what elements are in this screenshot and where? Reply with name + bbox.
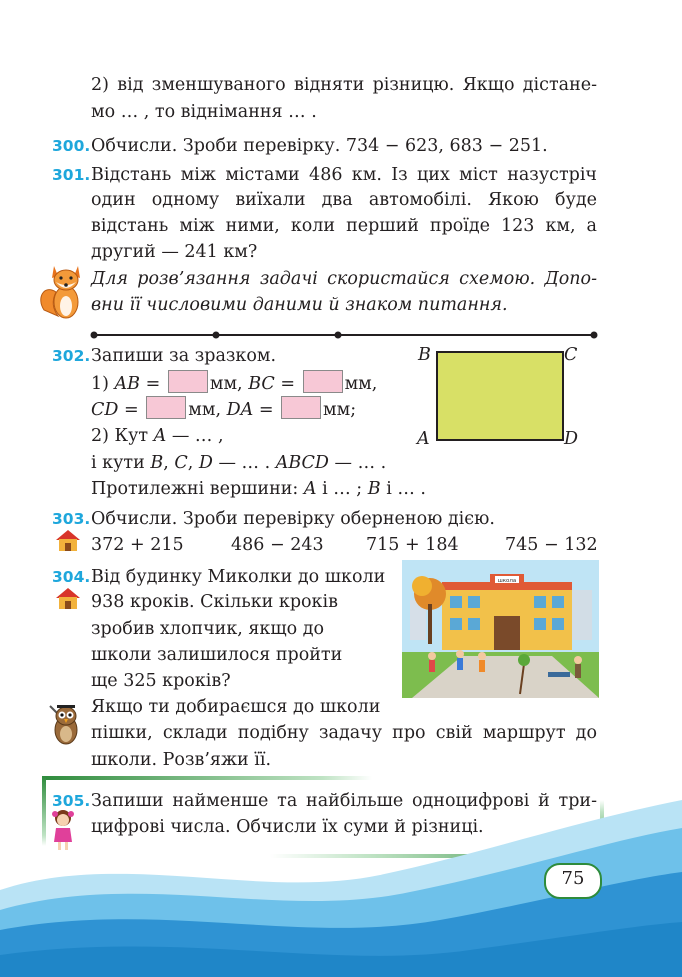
task-301-number: 301.: [52, 166, 91, 184]
rectangle-abcd: [436, 351, 564, 441]
task-300-number: 300.: [52, 137, 91, 155]
task-301-line: один одному виїхали два автомобілі. Якою буде: [91, 190, 597, 210]
task-302-row-1: 1) AB = мм, BC = мм,: [91, 370, 377, 396]
expression: 486 − 243: [231, 535, 324, 555]
task-304-line: 938 кроків. Скільки кроків: [91, 592, 338, 612]
distance-scheme: [88, 328, 600, 342]
house-icon: [54, 586, 82, 610]
task-304-line: школи залишилося пройти: [91, 645, 343, 665]
vertex-label-a: A: [417, 429, 430, 449]
task-304-line: зробив хлопчик, якщо до: [91, 619, 325, 639]
page-number: 75: [561, 868, 585, 889]
task-304-line: школи. Розв’яжи її.: [91, 750, 272, 770]
owl-teacher-icon: [48, 700, 84, 746]
task-303-number: 303.: [52, 510, 91, 528]
school-sign: школа: [497, 578, 517, 584]
task-304-line: ще 325 кроків?: [91, 671, 231, 691]
task-302-row-2: CD = мм, DA = мм;: [91, 396, 356, 422]
task-302-row-3: 2) Кут A — … ,: [91, 426, 224, 446]
answer-box[interactable]: [281, 396, 321, 419]
task-304-line: пішки, склади подібну задачу про свій маршрут до: [91, 723, 597, 743]
task-305-line: Запиши найменше та найбільше одноцифрові й три-: [91, 791, 597, 811]
fox-illustration: [38, 258, 88, 322]
task-305-number: 305.: [52, 792, 91, 810]
vertex-label-c: C: [564, 345, 578, 365]
school-illustration: [402, 560, 599, 698]
intro-line-1: 2) від зменшуваного відняти різницю. Якщо дістане-: [91, 75, 597, 95]
task-304-line: Від будинку Миколки до школи: [91, 567, 386, 587]
task-302-title: Запиши за зразком.: [91, 346, 277, 366]
task-302-number: 302.: [52, 347, 91, 365]
task-302-row-5: Протилежні вершини: A і … ; B і … .: [91, 479, 426, 499]
task-303-text: Обчисли. Зроби перевірку оберненою дією.: [91, 509, 495, 529]
intro-line-2: мо … , то віднімання … .: [91, 102, 317, 122]
answer-box[interactable]: [168, 370, 208, 393]
task-301-line: Відстань між містами 486 км. Із цих міст назустріч: [91, 165, 597, 185]
task-302-row-4: і кути B, C, D — … . ABCD — … .: [91, 453, 387, 473]
task-300-text: Обчисли. Зроби перевірку. 734 − 623, 683 − 251.: [91, 136, 548, 156]
task-301-hint-line: Для розв’язання задачі скористайся схемою. Допо-: [91, 269, 597, 289]
answer-box[interactable]: [146, 396, 186, 419]
house-icon: [54, 528, 82, 552]
task-304-number: 304.: [52, 568, 91, 586]
task-301-line: відстань між ними, коли перший проїде 123 км, а: [91, 216, 597, 236]
expression: 745 − 132: [505, 535, 598, 555]
expression: 372 + 215: [91, 535, 184, 555]
task-304-line: Якщо ти добираєшся до школи: [91, 697, 381, 717]
task-305-line: цифрові числа. Обчисли їх суми й різниці.: [91, 817, 484, 837]
answer-box[interactable]: [303, 370, 343, 393]
vertex-label-d: D: [564, 429, 579, 449]
vertex-label-b: B: [418, 345, 431, 365]
task-301-hint-line: вни її числовими даними й знаком питання.: [91, 295, 508, 315]
expression: 715 + 184: [366, 535, 459, 555]
task-301-line: другий — 241 км?: [91, 242, 258, 262]
